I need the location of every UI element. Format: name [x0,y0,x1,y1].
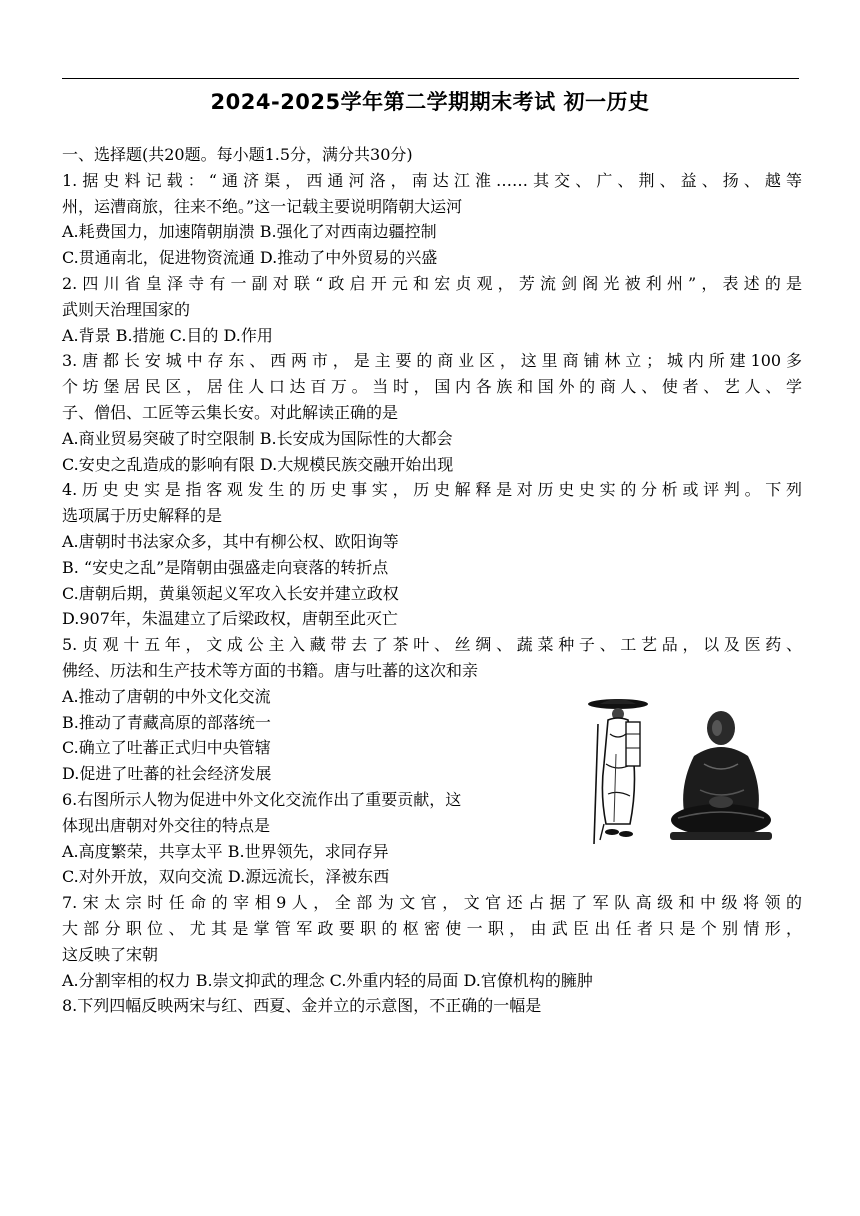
q5-option-c: C.确立了吐蕃正式归中央管辖 [62,738,271,758]
q4-stem-line2: 选项属于历史解释的是 [62,506,223,526]
q3-stem-line2: 个坊堡居民区，居住人口达百万。当时，国内各族和国外的商人、使者、艺人、学 [62,377,802,397]
q7-stem-line1: 7.宋太宗时任命的宰相9人，全部为文官，文官还占据了军队高级和中级将领的 [62,893,802,913]
q6-options-line1: A.高度繁荣，共享太平 B.世界领先，求同存异 [62,841,389,861]
q1-stem-line1: 1.据史料记载：“通济渠，西通河洛，南达江淮……其交、广、荆、益、扬、越等 [62,170,802,190]
q5-option-a: A.推动了唐朝的中外文化交流 [62,686,271,706]
seated-monk-statue [670,711,772,840]
q4-stem-line1: 4.历史史实是指客观发生的历史事实，历史解释是对历史史实的分析或评判。下列 [62,480,802,500]
q6-options-line2: C.对外开放，双向交流 D.源远流长，泽被东西 [62,867,390,887]
q1-stem-line2: 州，运漕商旅，往来不绝。”这一记载主要说明隋朝大运河 [62,196,463,216]
exam-body [62,142,802,1019]
q3-options-line2: C.安史之乱造成的影响有限 D.大规模民族交融开始出现 [62,454,454,474]
historical-figures-illustration [586,694,786,850]
q5-stem-line1: 5.贞观十五年，文成公主入藏带去了茶叶、丝绸、蔬菜种子、工艺品，以及医药、 [62,635,802,655]
q1-options-line1: A.耗费国力，加速隋朝崩溃 B.强化了对西南边疆控制 [62,222,437,242]
walking-monk-figure [588,699,648,844]
q4-option-d: D.907年，朱温建立了后梁政权，唐朝至此灭亡 [62,609,398,629]
header-rule [62,78,799,79]
q6-stem-line1: 6.右图所示人物为促进中外文化交流作出了重要贡献，这 [62,789,462,809]
q5-option-d: D.促进了吐蕃的社会经济发展 [62,764,272,784]
q1-options-line2: C.贯通南北，促进物资流通 D.推动了中外贸易的兴盛 [62,248,438,268]
q7-stem-line3: 这反映了宋朝 [62,944,159,964]
q2-options-line1: A.背景 B.措施 C.目的 D.作用 [62,325,273,345]
q7-stem-line2: 大部分职位、尤其是掌管军政要职的枢密使一职，由武臣出任者只是个别情形， [62,918,802,938]
q6-stem-line2: 体现出唐朝对外交往的特点是 [62,815,271,835]
q5-option-b: B.推动了青藏高原的部落统一 [62,712,271,732]
q4-option-c: C.唐朝后期，黄巢领起义军攻入长安并建立政权 [62,583,399,603]
page-title: 2024-2025学年第二学期期末考试 初一历史 [210,90,650,114]
q7-options-line1: A.分割宰相的权力 B.崇文抑武的理念 C.外重内轻的局面 D.官僚机构的臃肿 [62,970,593,990]
q4-option-a: A.唐朝时书法家众多，其中有柳公权、欧阳询等 [62,531,399,551]
section-heading: 一、选择题(共20题。每小题1.5分，满分共30分) [62,145,413,164]
q3-options-line1: A.商业贸易突破了时空限制 B.长安成为国际性的大都会 [62,428,453,448]
q2-stem-line2: 武则天治理国家的 [62,299,191,319]
q8-stem-line1: 8.下列四幅反映两宋与红、西夏、金并立的示意图，不正确的一幅是 [62,996,542,1016]
q3-stem-line3: 子、僧侣、工匠等云集长安。对此解读正确的是 [62,402,399,422]
q5-stem-line2: 佛经、历法和生产技术等方面的书籍。唐与吐蕃的这次和亲 [62,660,479,680]
q2-stem-line1: 2.四川省皇泽寺有一副对联“政启开元和宏贞观，芳流剑阁光被利州”，表述的是 [62,273,802,293]
q4-option-b: B. “安史之乱”是隋朝由强盛走向衰落的转折点 [62,557,389,577]
q3-stem-line1: 3.唐都长安城中存东、西两市，是主要的商业区，这里商铺林立；城内所建100多 [62,351,802,371]
